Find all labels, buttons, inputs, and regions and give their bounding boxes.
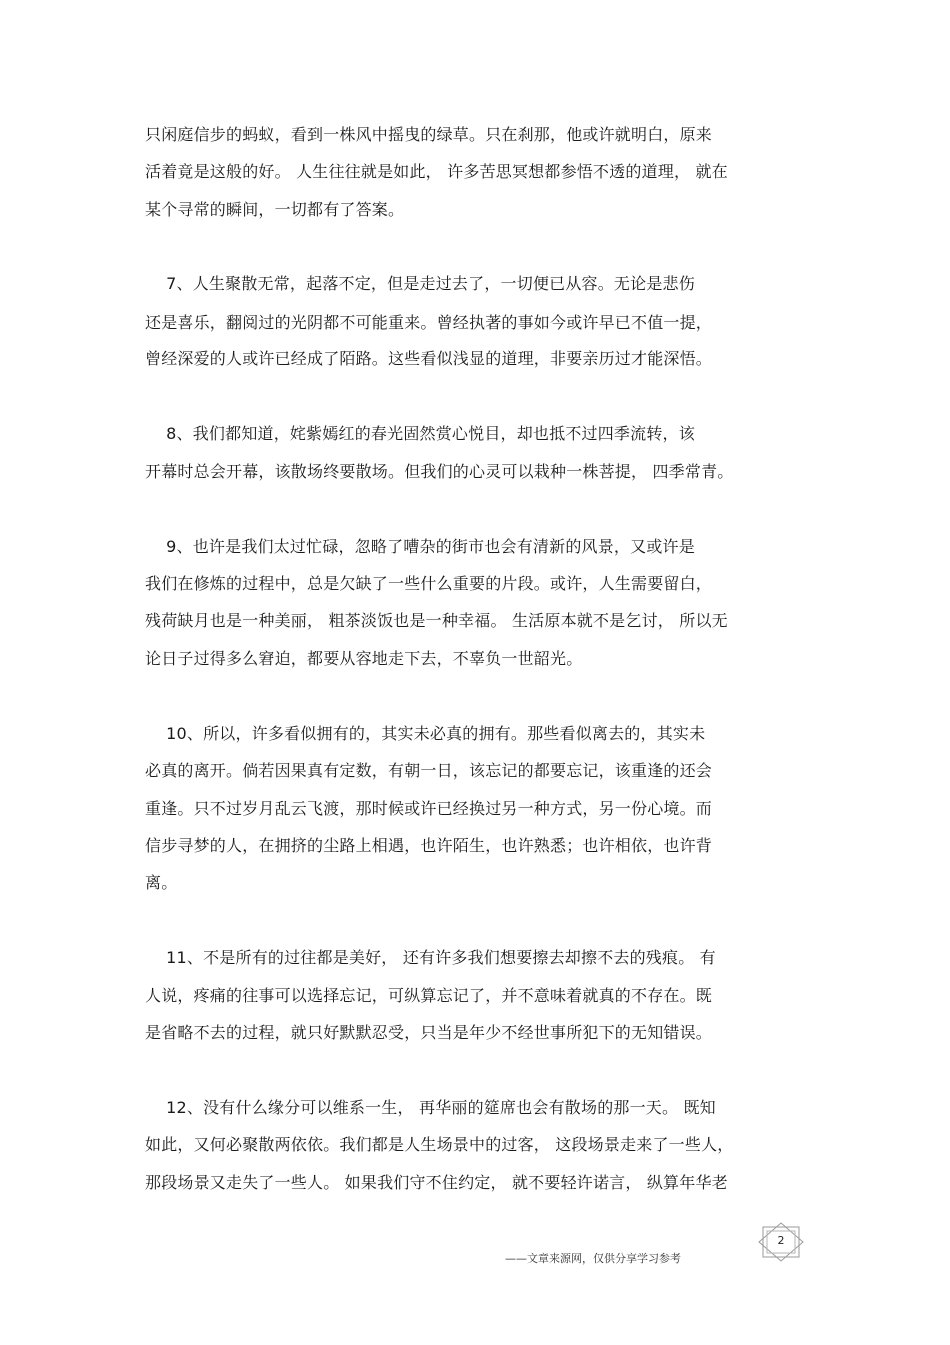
text-line: 12、没有什么缘分可以维系一生， 再华丽的筵席也会有散场的那一天。 既知 [145, 1098, 716, 1117]
text-line: 只闲庭信步的蚂蚁，看到一株风中摇曳的绿草。只在刹那，他或许就明白，原来 [145, 125, 713, 144]
text-line: 7、人生聚散无常，起落不定，但是走过去了，一切便已从容。无论是悲伤 [145, 274, 695, 293]
footer-source-note: ——文章来源网，仅供分享学习参考 [505, 1252, 681, 1265]
text-line: 必真的离开。倘若因果真有定数，有朝一日，该忘记的都要忘记，该重逢的还会 [145, 761, 713, 780]
text-line: 残荷缺月也是一种美丽， 粗茶淡饭也是一种幸福。 生活原本就不是乞讨， 所以无 [145, 611, 728, 630]
text-line: 那段场景又走失了一些人。 如果我们守不住约定， 就不要轻许诺言， 纵算年华老 [145, 1173, 728, 1192]
text-line: 8、我们都知道，姹紫嫣红的春光固然赏心悦目，却也抵不过四季流转，该 [145, 424, 695, 443]
text-line: 开幕时总会开幕，该散场终要散场。但我们的心灵可以栽种一株菩提， 四季常青。 [145, 462, 734, 481]
page-number: 2 [777, 1234, 785, 1247]
text-line: 离。 [145, 873, 178, 892]
text-line: 如此，又何必聚散两依依。我们都是人生场景中的过客， 这段场景走来了一些人， [145, 1135, 734, 1154]
text-line: 11、不是所有的过往都是美好， 还有许多我们想要擦去却擦不去的残痕。 有 [145, 948, 716, 967]
text-line: 10、所以，许多看似拥有的，其实未必真的拥有。那些看似离去的，其实未 [145, 724, 706, 743]
text-line: 9、也许是我们太过忙碌，忽略了嘈杂的街市也会有清新的风景，又或许是 [145, 537, 695, 556]
text-line: 重逢。只不过岁月乱云飞渡，那时候或许已经换过另一种方式，另一份心境。而 [145, 799, 713, 818]
text-line: 活着竟是这般的好。 人生往往就是如此， 许多苦思冥想都参悟不透的道理， 就在 [145, 162, 728, 181]
text-line: 某个寻常的瞬间，一切都有了答案。 [145, 200, 405, 219]
text-line: 信步寻梦的人，在拥挤的尘路上相遇，也许陌生，也许熟悉；也许相依，也许背 [145, 836, 713, 855]
text-line: 论日子过得多么窘迫，都要从容地走下去，不辜负一世韶光。 [145, 649, 583, 668]
text-line: 我们在修炼的过程中，总是欠缺了一些什么重要的片段。或许，人生需要留白， [145, 574, 713, 593]
text-line: 是省略不去的过程，就只好默默忍受，只当是年少不经世事所犯下的无知错误。 [145, 1023, 713, 1042]
text-line: 曾经深爱的人或许已经成了陌路。这些看似浅显的道理，非要亲历过才能深悟。 [145, 349, 713, 368]
text-line: 还是喜乐，翻阅过的光阴都不可能重来。曾经执著的事如今或许早已不值一提， [145, 313, 713, 332]
text-line: 人说，疼痛的往事可以选择忘记，可纵算忘记了，并不意味着就真的不存在。既 [145, 986, 713, 1005]
